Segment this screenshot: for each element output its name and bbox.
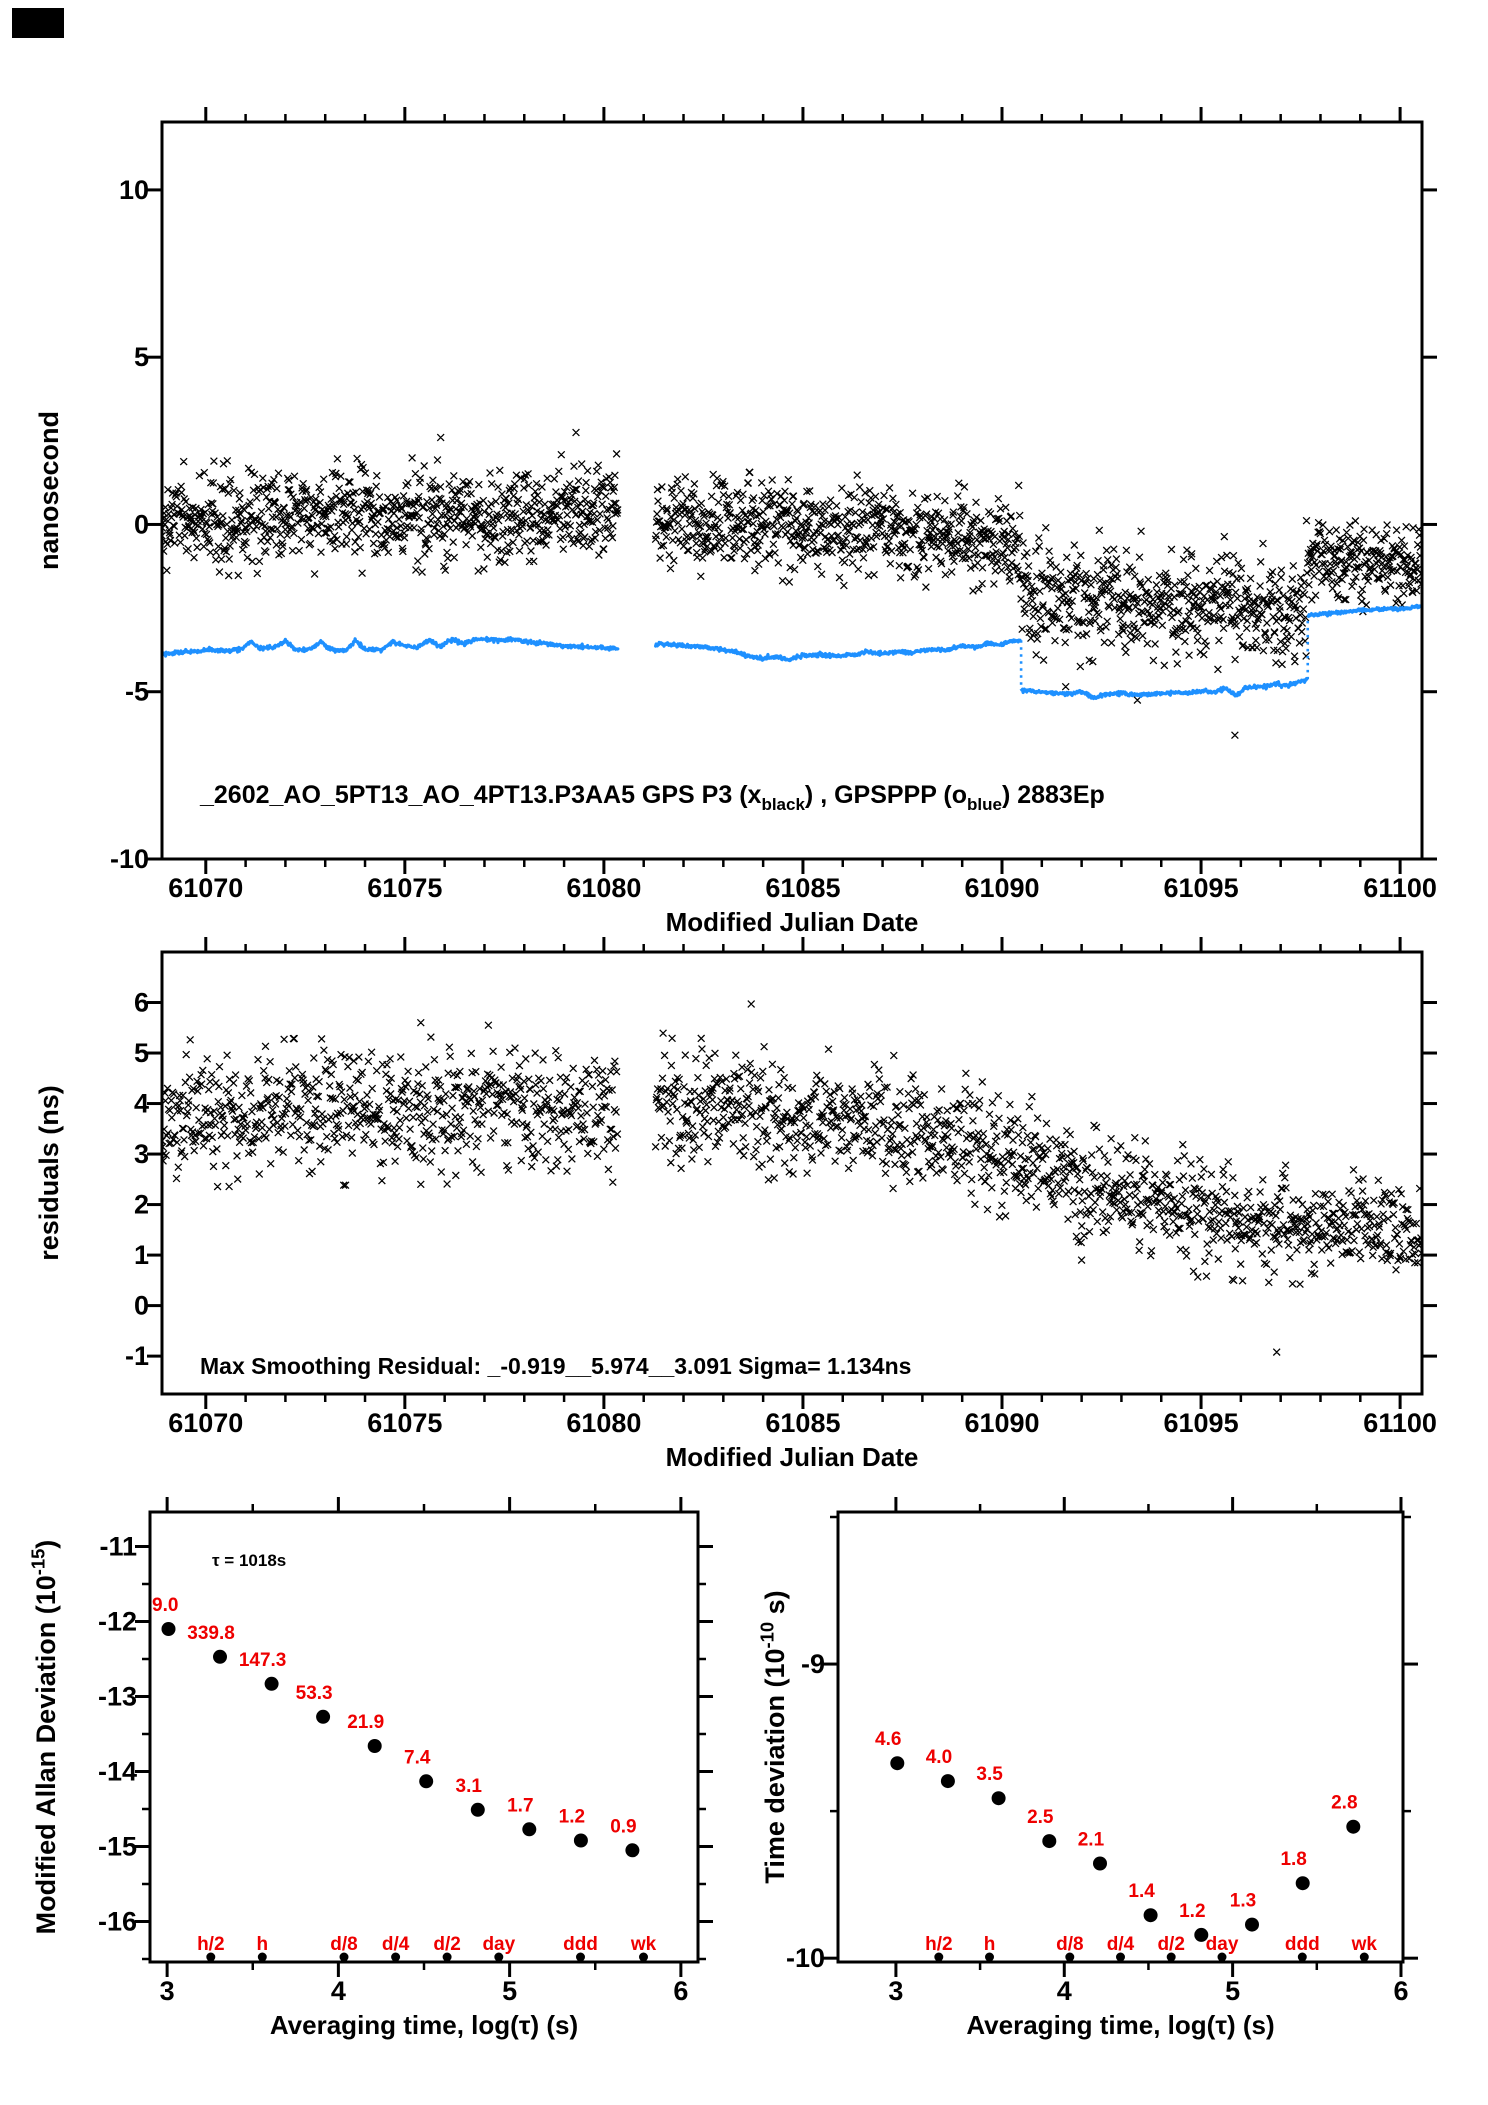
tdev-panel-category-label: wk — [1351, 1934, 1377, 1955]
mdev-panel-data-point — [265, 1677, 279, 1691]
mdev-panel-data-point-label: 0.9 — [610, 1816, 637, 1838]
mdev-panel-data-point — [162, 1622, 176, 1636]
tdev-panel-category-label: d/8 — [1056, 1934, 1084, 1955]
tdev-panel-data-point-label: 3.5 — [976, 1764, 1003, 1786]
mdev-panel-data-point-label: 53.3 — [295, 1682, 333, 1704]
mdev-panel-data-point — [419, 1774, 433, 1788]
top-panel-gps-comparison-y-tick-label: -5 — [124, 676, 149, 707]
top-panel-gps-comparison-x-tick-label: 61100 — [1363, 873, 1437, 903]
top-panel-gps-comparison-y-axis-label: nanosecond — [34, 410, 64, 571]
top-panel-gps-comparison-y-tick-label: 5 — [133, 342, 149, 373]
mdev-panel-data-point-label: 7.4 — [404, 1747, 431, 1769]
mdev-panel — [28, 1497, 713, 2040]
top-panel-gps-comparison-y-tick-label: 0 — [133, 509, 149, 540]
mdev-panel-y-tick-label: -11 — [99, 1531, 137, 1562]
top-panel-gps-comparison-x-tick-label: 61085 — [765, 873, 841, 903]
top-panel-gps-comparison-ticks — [147, 107, 1437, 874]
residuals-panel-x-axis-label: Modified Julian Date — [665, 1442, 919, 1472]
mdev-panel-data-point-label: 21.9 — [347, 1712, 385, 1733]
mdev-panel-data-point-label: 3.1 — [455, 1775, 482, 1797]
mdev-panel-y-tick-label: -13 — [97, 1681, 137, 1712]
top-panel-gps-comparison-x-tick-label: 61080 — [566, 873, 642, 903]
mdev-panel-data-point — [368, 1739, 382, 1753]
residuals-panel-y-tick-label: 1 — [133, 1240, 149, 1271]
mdev-panel-category-label: day — [482, 1934, 516, 1955]
mdev-panel-data-point — [213, 1650, 227, 1664]
mdev-panel-x-tick-label: 3 — [159, 1976, 175, 2006]
mdev-panel-x-tick-label: 6 — [673, 1976, 689, 2006]
top-panel-gps-comparison-plot-area — [159, 429, 1425, 738]
residuals-panel-y-tick-label: 4 — [133, 1088, 149, 1119]
mdev-panel-y-tick-label: -15 — [97, 1831, 137, 1862]
tdev-panel-data-point-label: 2.8 — [1331, 1792, 1358, 1814]
mdev-panel-category-label: d/4 — [381, 1934, 410, 1955]
mdev-panel-x-tick-label: 5 — [502, 1976, 518, 2006]
top-panel-gps-comparison — [34, 107, 1437, 937]
mdev-panel-category-label: h — [256, 1934, 269, 1955]
tdev-panel-x-tick-label: 3 — [888, 1976, 904, 2006]
top-panel-gps-comparison-blue-series — [162, 637, 618, 656]
mdev-panel-category-label: ddd — [563, 1934, 598, 1955]
tdev-panel-category-label: ddd — [1284, 1934, 1320, 1955]
residuals-panel-black-series — [159, 1001, 1436, 1356]
mdev-panel-data-point — [316, 1710, 330, 1724]
tdev-panel-axes-box — [838, 1512, 1403, 1962]
mdev-panel-category-label: d/2 — [433, 1934, 461, 1955]
tdev-panel-data-point-label: 4.6 — [875, 1729, 902, 1751]
tdev-panel-data-point-label: 1.4 — [1128, 1881, 1155, 1903]
tdev-panel-ticks — [823, 1497, 1418, 1977]
residuals-panel-x-tick-label: 61095 — [1163, 1408, 1239, 1438]
mdev-panel-category-label: d/8 — [330, 1934, 358, 1955]
tdev-panel-data-point — [992, 1791, 1006, 1805]
tdev-panel-data-point — [1093, 1857, 1107, 1871]
tdev-panel-x-tick-label: 6 — [1393, 1976, 1409, 2006]
mdev-panel-data-point — [471, 1803, 485, 1817]
tdev-panel-y-axis-label: Time deviation ($10^{-10}$ s) — [756, 1590, 790, 1884]
residuals-panel-x-tick-label: 61085 — [765, 1408, 841, 1438]
residuals-panel-y-tick-label: -1 — [124, 1341, 149, 1372]
top-panel-gps-comparison-black-series — [159, 429, 1425, 738]
mdev-panel-y-tick-label: -16 — [97, 1906, 137, 1937]
top-panel-gps-comparison-x-tick-label: 61075 — [367, 873, 443, 903]
mdev-panel-data-point-label: 339.8 — [187, 1622, 235, 1644]
residuals-panel-x-tick-label: 61070 — [168, 1408, 244, 1438]
tdev-panel-data-point-label: 2.5 — [1027, 1807, 1054, 1829]
top-panel-gps-comparison-y-tick-label: -10 — [109, 844, 149, 874]
tdev-panel-data-point — [890, 1756, 904, 1770]
residuals-panel-y-tick-label: 3 — [133, 1139, 149, 1170]
mdev-panel-data-point — [522, 1822, 536, 1836]
tdev-panel-x-tick-label: 4 — [1056, 1976, 1072, 2006]
residuals-panel-x-tick-label: 61100 — [1363, 1408, 1437, 1438]
mdev-panel-data-point-label: 147.3 — [238, 1649, 287, 1671]
top-panel-gps-comparison-x-tick-label: 61095 — [1163, 873, 1239, 903]
mdev-panel-annotation: τ = 1018s — [212, 1551, 287, 1570]
tdev-panel-y-tick-label: -10 — [785, 1943, 825, 1974]
tdev-panel-data-point — [1245, 1918, 1259, 1932]
top-panel-gps-comparison-blue-series — [656, 640, 1020, 661]
mdev-panel-data-point-label: 1.7 — [507, 1795, 534, 1817]
residuals-panel-y-tick-label: 0 — [133, 1290, 149, 1321]
tdev-panel-x-axis-label: Averaging time, log(τ) (s) — [966, 2010, 1275, 2040]
residuals-panel-plot-area — [159, 1001, 1436, 1356]
tdev-panel-data-point — [1346, 1820, 1360, 1834]
tdev-panel-data-point-label: 1.8 — [1280, 1849, 1307, 1871]
mdev-panel-x-axis-label: Averaging time, log(τ) (s) — [269, 2010, 579, 2040]
tdev-panel-category-label: h — [983, 1934, 996, 1955]
tdev-panel-data-point — [1296, 1876, 1310, 1890]
tdev-panel-category-label: d/4 — [1106, 1934, 1135, 1955]
top-panel-gps-comparison-title: _2602_AO_5PT13_AO_4PT13.P3AA5 GPS P3 $(x_{black})$ , GPSPPP $(o_{blue})$ 2883Ep — [200, 781, 1105, 814]
tdev-panel-category-label: h/2 — [925, 1934, 953, 1955]
residuals-panel-y-tick-label: 2 — [133, 1189, 149, 1220]
mdev-panel-category-label: h/2 — [197, 1934, 225, 1955]
top-panel-gps-comparison-y-tick-label: 10 — [118, 174, 149, 205]
tdev-panel-data-point-label: 1.2 — [1179, 1900, 1206, 1922]
tdev-panel-x-tick-label: 5 — [1225, 1976, 1241, 2006]
mdev-panel-data-point — [574, 1834, 588, 1848]
top-panel-gps-comparison-x-tick-label: 61090 — [964, 873, 1040, 903]
mdev-panel-data-point-label: 1.2 — [558, 1806, 586, 1828]
residuals-panel-x-tick-label: 61090 — [964, 1408, 1040, 1438]
residuals-panel-y-tick-label: 6 — [133, 987, 149, 1018]
mdev-panel-category-label: wk — [630, 1934, 657, 1955]
mdev-panel-data-point — [625, 1843, 639, 1857]
mdev-panel-data-point-label: 9.0 — [152, 1595, 179, 1616]
residuals-panel-y-tick-label: 5 — [133, 1038, 149, 1069]
tdev-panel-category-label: d/2 — [1157, 1934, 1185, 1955]
tdev-panel-data-point — [1042, 1834, 1056, 1848]
top-panel-gps-comparison-x-tick-label: 61070 — [168, 873, 244, 903]
residuals-panel-y-axis-label: residuals (ns) — [34, 1085, 64, 1261]
mdev-panel-axes-box — [150, 1512, 698, 1962]
residuals-panel-annotation: Max Smoothing Residual: _-0.919__5.974__3.091 Sigma= 1.134ns — [200, 1353, 912, 1379]
mdev-panel-y-tick-label: -12 — [97, 1606, 137, 1637]
residuals-panel — [34, 937, 1437, 1472]
tdev-panel-data-point-label: 2.1 — [1077, 1829, 1105, 1851]
tdev-panel-data-point-label: 1.3 — [1229, 1890, 1257, 1912]
tdev-panel-y-tick-label: -9 — [800, 1649, 825, 1680]
tdev-panel-data-point-label: 4.0 — [925, 1747, 953, 1769]
tdev-panel — [757, 1497, 1418, 2040]
tdev-panel-category-label: day — [1205, 1934, 1239, 1955]
tdev-panel-data-point — [1144, 1908, 1158, 1922]
mdev-panel-x-tick-label: 4 — [330, 1976, 346, 2006]
residuals-panel-x-tick-label: 61080 — [566, 1408, 642, 1438]
mdev-panel-y-tick-label: -14 — [97, 1756, 137, 1787]
top-panel-gps-comparison-x-axis-label: Modified Julian Date — [665, 907, 919, 937]
tdev-panel-data-point — [941, 1774, 955, 1788]
mdev-panel-y-axis-label: Modified Allan Deviation $(10^{-15})$ — [27, 1539, 61, 1935]
residuals-panel-x-tick-label: 61075 — [367, 1408, 443, 1438]
